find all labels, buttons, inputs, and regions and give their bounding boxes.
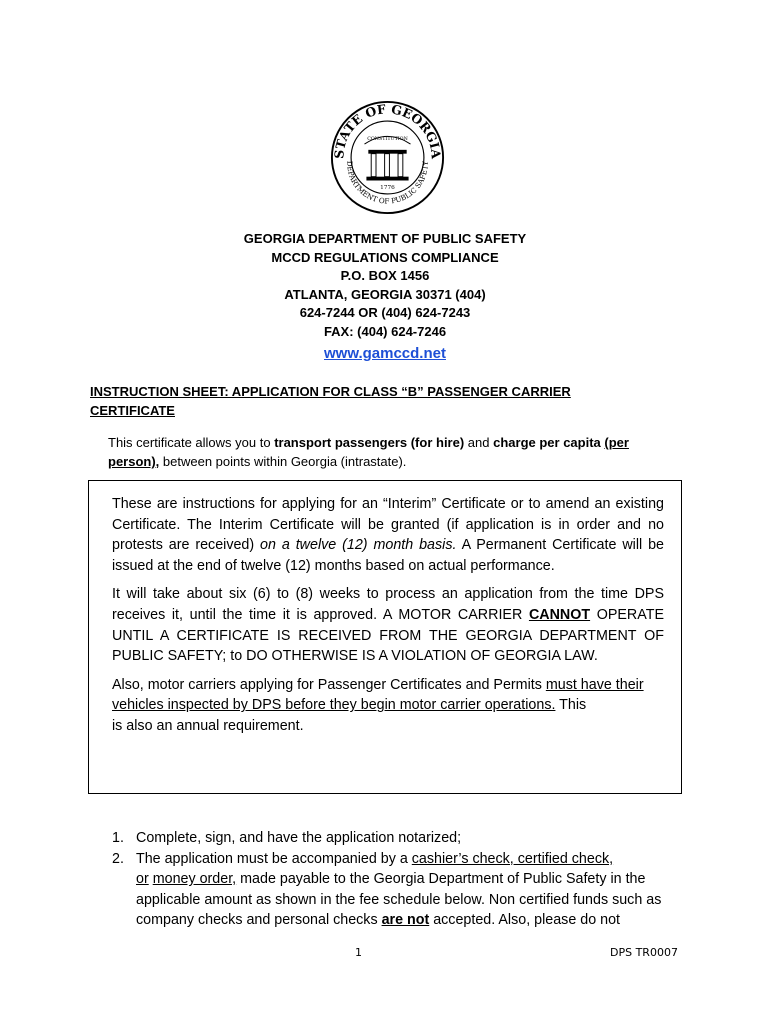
list-number: 1. xyxy=(112,830,124,846)
intro-text-3: between points within Georgia (intrastate). xyxy=(159,454,407,469)
box-p1-italic: on a twelve (12) month basis. xyxy=(260,537,457,554)
list-item-text: The application must be accompanied by a xyxy=(136,850,412,867)
box-p1-text-2: A Permanent Certificate will be issued at the end of twelve (12) months based on actual performance. xyxy=(112,537,664,574)
box-paragraph-3 xyxy=(112,675,664,737)
payment-or: or xyxy=(136,871,149,888)
agency-header xyxy=(0,230,770,363)
box-p2-cannot: CANNOT xyxy=(528,606,591,623)
header-fax: FAX: (404) 624-7246 xyxy=(323,323,447,339)
payment-method-1: cashier’s check, certified check, xyxy=(411,850,614,867)
instructions-box-text xyxy=(112,494,664,745)
list-are-not: are not xyxy=(381,912,430,929)
box-p2-text-2: OPERATE UNTIL A CERTIFICATE IS RECEIVED FROM THE GEORGIA DEPARTMENT OF PUBLIC SAFETY; to DO OTHERWISE IS A VIOLATION OF GEORGIA LAW. xyxy=(112,606,665,665)
state-seal xyxy=(330,100,445,215)
payment-method-2: money order, xyxy=(152,871,237,888)
box-p3-text-3: is also an annual requirement. xyxy=(112,717,304,734)
header-city: ATLANTA, GEORGIA 30371 (404) xyxy=(284,286,486,302)
seal-year: 1776 xyxy=(380,185,395,192)
title-line-2: CERTIFICATE xyxy=(90,403,175,418)
intro-bold-2: charge per capita xyxy=(493,435,605,450)
list-item xyxy=(112,828,682,849)
box-paragraph-2 xyxy=(112,584,664,666)
header-po-box: P.O. BOX 1456 xyxy=(340,268,430,284)
list-item-text-2: made payable to the Georgia Department of Public Safety in the applicable amount as shown in the fee schedule below. Non certified funds such as company checks and personal checks xyxy=(136,871,662,929)
list-item-text-3: accepted. Also, please do not xyxy=(429,912,620,929)
instructions-list xyxy=(112,828,682,931)
list-item xyxy=(112,849,682,931)
list-item-text: Complete, sign, and have the application notarized; xyxy=(136,830,462,846)
intro-text-2: and xyxy=(464,435,494,450)
seal-inner-text: CONSTITUTION xyxy=(367,137,408,143)
box-p3-text: Also, motor carriers applying for Passenger Certificates and Permits xyxy=(112,676,546,693)
intro-bold-3: (per xyxy=(604,435,629,450)
form-code: DPS TR0007 xyxy=(610,946,678,959)
list-number: 2. xyxy=(112,850,124,867)
box-p3-text-2: This xyxy=(555,697,587,714)
seal-bottom-text: DEPARTMENT OF PUBLIC SAFETY xyxy=(345,160,430,206)
header-division: MCCD REGULATIONS COMPLIANCE xyxy=(271,249,499,265)
box-p1-text: These are instructions for applying for an “Interim” Certificate or to amend an existing Certificate. The Interim Certificate will be granted (if application is in order and no protests are received) xyxy=(112,496,664,554)
title-line-1: INSTRUCTION SHEET: APPLICATION FOR CLASS “B” PASSENGER CARRIER xyxy=(90,384,571,399)
document-title xyxy=(90,382,650,420)
intro-text-1: This certificate allows you to xyxy=(108,435,275,450)
box-p3-underlined: must have their vehicles inspected by DPS before they begin motor carrier operations. xyxy=(112,676,644,714)
intro-bold-4: person), xyxy=(108,454,160,469)
intro-paragraph xyxy=(108,433,668,471)
seal-ring-text: STATE OF GEORGIA xyxy=(331,101,444,160)
header-phone: 624-7244 OR (404) 624-7243 xyxy=(299,305,471,321)
intro-bold-1: transport passengers (for hire) xyxy=(274,435,465,450)
box-p2-text: It will take about six (6) to (8) weeks to process an application from the time DPS receives it, until the time it is approved. A MOTOR CARRIER xyxy=(112,586,664,623)
page-number: 1 xyxy=(355,946,362,959)
website-link[interactable]: www.gamccd.net xyxy=(324,344,446,362)
box-paragraph-1 xyxy=(112,494,664,576)
header-agency-name: GEORGIA DEPARTMENT OF PUBLIC SAFETY xyxy=(243,231,527,246)
